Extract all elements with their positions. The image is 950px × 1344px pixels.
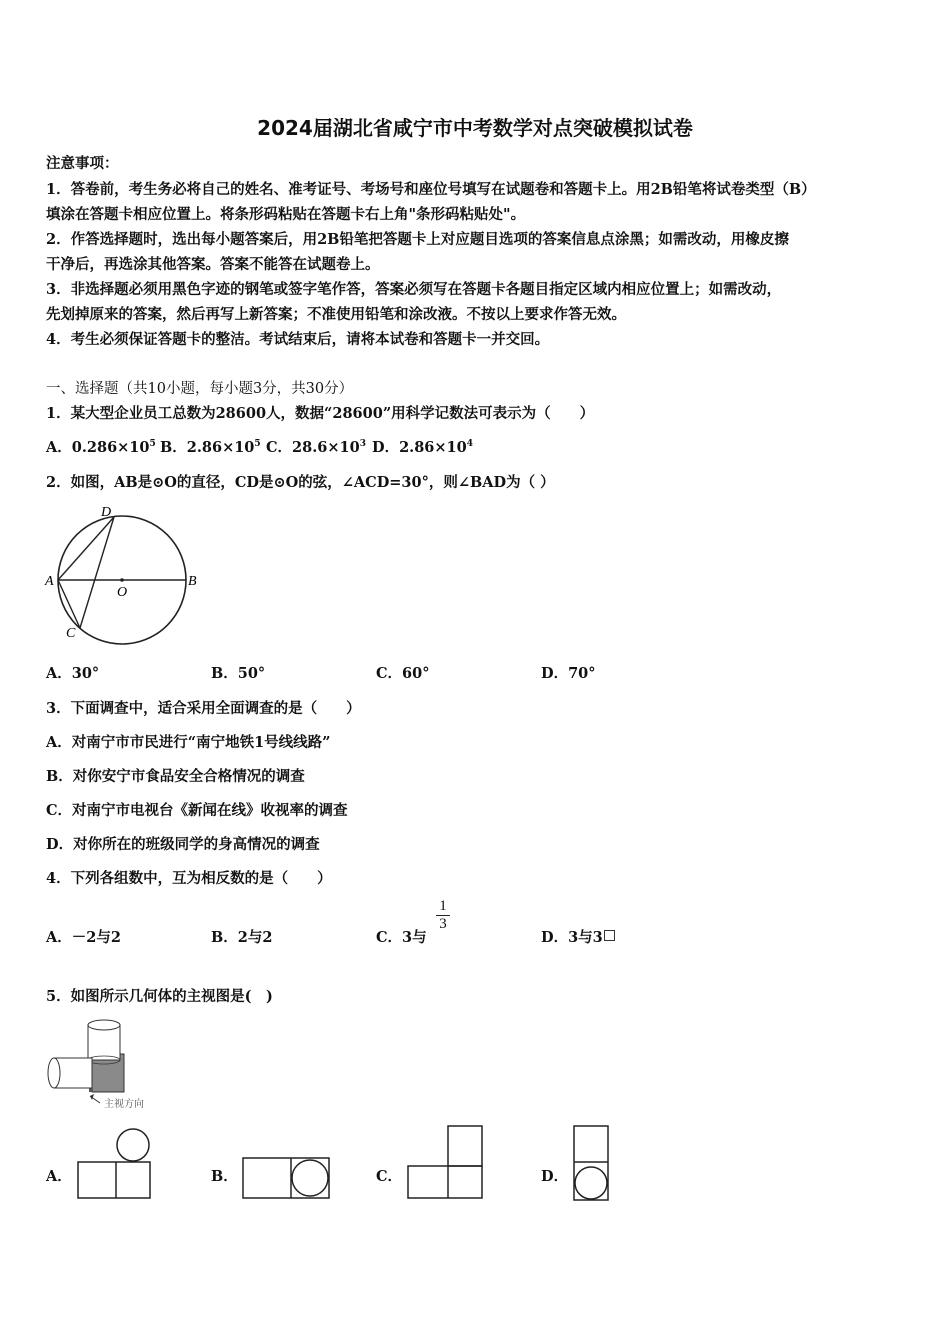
q1-option-b: B．$2.86\times 10^5$ (160, 439, 261, 456)
q4-option-a: A．－2与2 (46, 929, 121, 946)
q5-option-b-figure (241, 1155, 336, 1205)
q3-option-d: D．对你所在的班级同学的身高情况的调查 (46, 836, 320, 853)
q2-option-a: A．30° (46, 665, 100, 682)
notice-line-4: 干净后，再选涂其他答案。答案不能答在试题卷上。 (46, 256, 380, 273)
q1-stem: 1．某大型企业员工总数为28600人，数据“28600”用科学记数法可表示为（ ） (46, 405, 595, 422)
q5-option-d-figure (572, 1124, 617, 1204)
label-o: O (117, 585, 128, 600)
center-point (120, 578, 124, 582)
q4-stem: 4．下列各组数中，互为相反数的是（ ） (46, 870, 332, 887)
q3-option-a: A．对南宁市市民进行“南宁地铁1号线线路” (46, 734, 331, 751)
broken-glyph-icon (604, 930, 615, 941)
q1-option-c: C．$28.6\times 10^3$ (266, 439, 366, 456)
q5-stem: 5．如图所示几何体的主视图是( ) (46, 988, 273, 1005)
chord-cd (80, 517, 114, 628)
segment-ac (58, 580, 80, 628)
q3-option-b: B．对你安宁市食品安全合格情况的调查 (46, 768, 305, 785)
q5-option-a-figure (76, 1128, 156, 1203)
fraction-denominator: 3 (436, 915, 450, 933)
view-direction-caption: 主视方向 (104, 1099, 144, 1110)
circle-diagram (42, 504, 212, 644)
q3-stem: 3．下面调查中，适合采用全面调查的是（ ） (46, 700, 361, 717)
notice-line-7: 4．考生必须保证答题卡的整洁。考试结束后，请将本试卷和答题卡一并交回。 (46, 331, 550, 348)
notice-line-1: 1．答卷前，考生务必将自己的姓名、准考证号、考场号和座位号填写在试题卷和答题卡上。用2B铅笔将试卷类型（B） (46, 181, 816, 198)
q2-option-d: D．70° (541, 665, 596, 682)
label-d: D (101, 505, 112, 520)
label-b: B (188, 574, 197, 589)
q5-option-a-label: A． (46, 1168, 72, 1185)
notice-line-2: 填涂在答题卡相应位置上。将条形码粘贴在答题卡右上角"条形码粘贴处"。 (46, 206, 526, 223)
q3-option-c: C．对南宁市电视台《新闻在线》收视率的调查 (46, 802, 348, 819)
notice-line-6: 先划掉原来的答案，然后再写上新答案；不准使用铅笔和涂改液。不按以上要求作答无效。 (46, 306, 626, 323)
fraction-numerator: 1 (439, 898, 447, 914)
q4-option-b: B．2与2 (211, 929, 273, 946)
q5-option-d-label: D． (541, 1168, 569, 1185)
q5-option-c-figure (406, 1124, 491, 1204)
notice-line-5: 3．非选择题必须用黑色字迹的钢笔或签字笔作答，答案必须写在答题卡各题目指定区域内相应位置上；如需改动， (46, 281, 782, 298)
q1-option-a: A．$0.286\times 10^5$ (46, 439, 156, 456)
q4-fraction (436, 898, 450, 933)
q2-option-b: B．50° (211, 665, 266, 682)
q5-option-b-label: B． (211, 1168, 238, 1185)
notice-heading: 注意事项： (46, 155, 119, 172)
q2-stem: 2．如图，AB是⊙O的直径，CD是⊙O的弦，∠ACD=30°，则∠BAD为（ ） (46, 474, 555, 491)
section-heading: 一、选择题（共10小题，每小题3分，共30分） (46, 381, 354, 397)
q5-option-c-label: C． (376, 1168, 403, 1185)
label-c: C (66, 626, 76, 641)
notice-line-3: 2．作答选择题时，选出每小题答案后，用2B铅笔把答题卡上对应题目选项的答案信息点涂黑；如需改动，用橡皮擦 (46, 231, 789, 248)
q4-option-d: D．3与3 (541, 926, 615, 947)
page-title: 2024届湖北省咸宁市中考数学对点突破模拟试卷 (257, 116, 693, 140)
q1-option-d: D．$2.86\times 10^4$ (372, 439, 473, 456)
q4-option-c: C．3与 (376, 929, 427, 946)
q2-option-c: C．60° (376, 665, 430, 682)
solid-figure (44, 1016, 169, 1116)
label-a: A (45, 574, 54, 589)
